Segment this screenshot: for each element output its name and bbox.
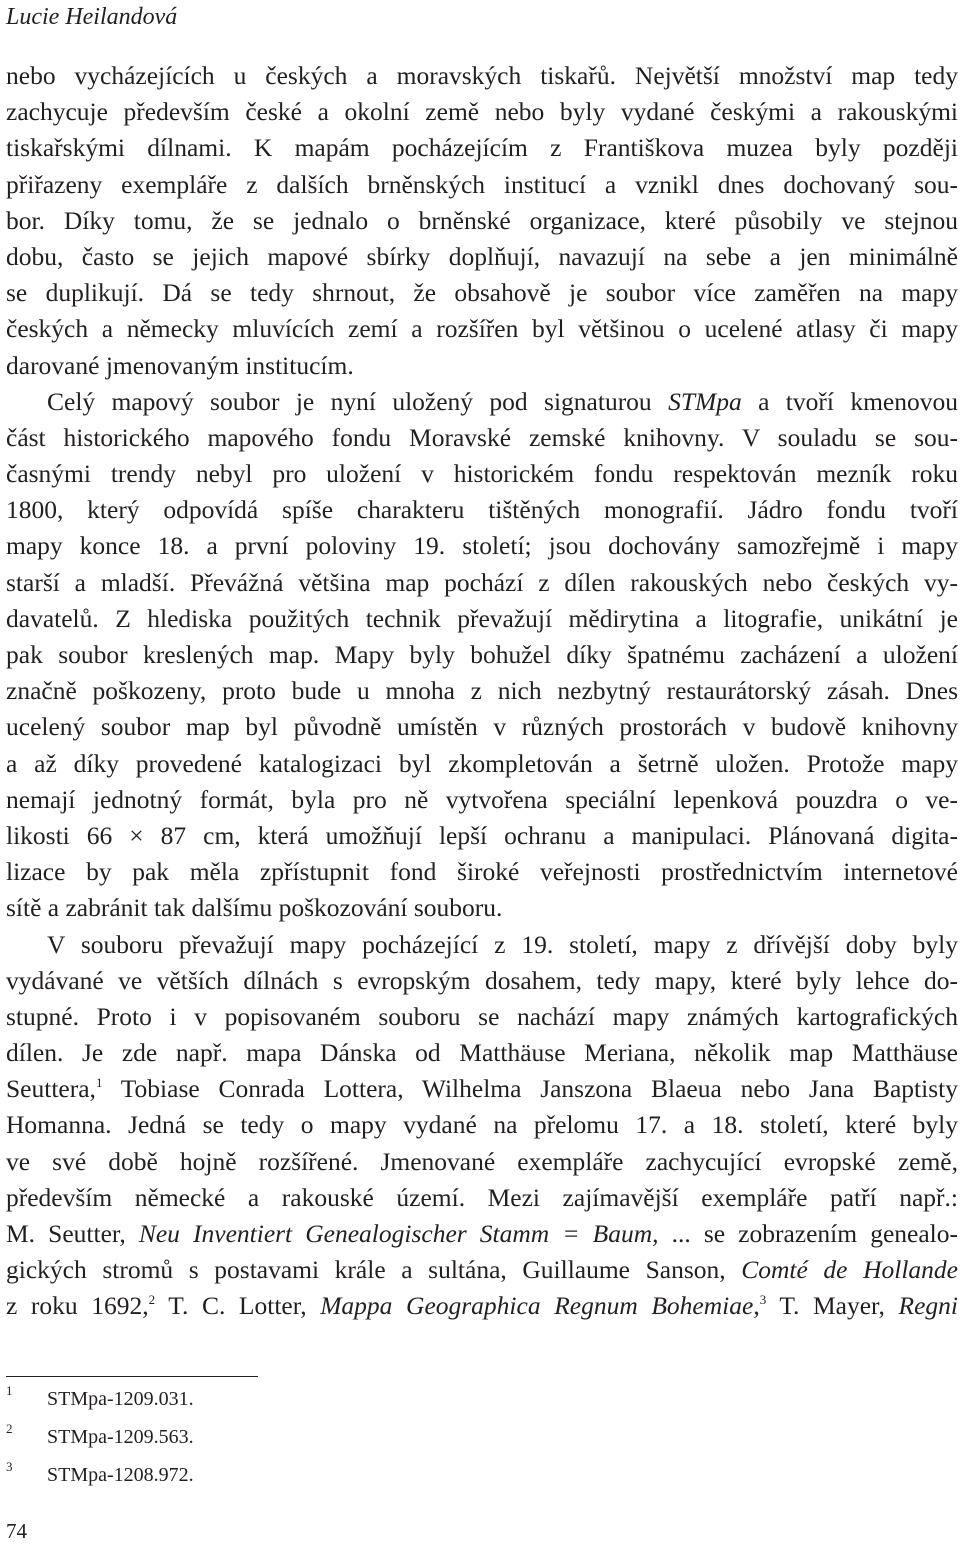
text-line: V souboru převažují mapy pocházející z 19. století, mapy z dřívější doby byly xyxy=(47,929,958,959)
text-line: tiskařskými dílnami. K mapám pocházejícím z Františkova muzea byly později xyxy=(6,133,958,163)
text-line: časnými trendy nebyl pro uložení v historickém fondu respektován mezník roku xyxy=(6,459,958,489)
page-number: 74 xyxy=(6,1519,27,1543)
italic-text: Neu Inventiert Genealogischer Stamm = Baum, xyxy=(138,1219,659,1248)
text-line: ucelený soubor map byl původně umístěn v různých prostorách v budově knihovny xyxy=(6,712,958,742)
text-segment: Tobiase Conrada Lottera, Wilhelma Janszona Blaeua nebo Jana Baptisty xyxy=(102,1074,958,1104)
text-segment: Celý mapový soubor je nyní uložený pod signaturou xyxy=(47,386,669,416)
text-line: likosti 66 × 87 cm, která umožňují lepší ochranu a manipulaci. Plánovaná digita- xyxy=(6,820,958,850)
text-line xyxy=(6,1071,958,1107)
text-line xyxy=(6,1288,958,1324)
text-line: bor. Díky tomu, že se jednalo o brněnské organizace, které působily ve stejnou xyxy=(6,205,958,235)
text-line: ve své době hojně rozšířené. Jmenované exempláře zachycující evropské země, xyxy=(6,1146,958,1176)
footnote-number: 3 xyxy=(6,1459,13,1474)
text-line: 1800, který odpovídá spíše charakteru tištěných monografií. Jádro fondu tvoří xyxy=(6,495,958,525)
text-line: českých a německy mluvících zemí a rozšířen byl většinou o ucelené atlasy či mapy xyxy=(6,314,958,344)
text-line: dobu, často se jejich mapové sbírky doplňují, navazují na sebe a jen minimálně xyxy=(6,241,958,271)
text-line: především německé a rakouské území. Mezi zajímavější exempláře patří např.: xyxy=(6,1182,958,1212)
text-line: pak soubor kreslených map. Mapy byly bohužel díky špatnému zacházení a uložení xyxy=(6,640,958,669)
text-line: a až díky provedené katalogizaci byl zkompletován a šetrně uložen. Protože mapy xyxy=(6,748,958,778)
text-segment: T. Mayer, xyxy=(766,1291,899,1321)
text-line: sítě a zabránit tak dalšímu poškozování souboru. xyxy=(6,893,503,923)
text-line: vydávané ve větších dílnách s evropským dosahem, tedy mapy, které byly lehce do- xyxy=(6,965,958,995)
text-line: stupné. Proto i v popisovaném souboru se nachází mapy známých kartografických xyxy=(6,1001,958,1031)
text-line: nemají jednotný formát, byla pro ně vytvořena speciální lepenková pouzdra o ve- xyxy=(6,784,958,814)
paragraph xyxy=(6,927,958,1325)
running-head: Lucie Heilandová xyxy=(6,4,178,30)
footnote-separator xyxy=(6,1376,258,1377)
footnote-text: STMpa-1209.563. xyxy=(47,1426,194,1448)
text-segment: gických stromů s postavami krále a sultána, Guillaume Sanson, xyxy=(6,1255,742,1285)
text-segment: M. Seutter, xyxy=(6,1219,139,1248)
text-segment: a tvoří kmenovou xyxy=(741,386,958,416)
text-line: nebo vycházejících u českých a moravských tiskařů. Největší množství map tedy xyxy=(6,61,958,90)
text-line: lizace by pak měla zpřístupnit fond široké veřejnosti prostřednictvím internetové xyxy=(6,857,958,887)
footnote xyxy=(6,1456,406,1494)
text-line xyxy=(6,1216,958,1252)
text-line: starší a mladší. Převážná většina map pochází z dílen rakouských nebo českých vy- xyxy=(6,567,958,597)
text-line xyxy=(6,1252,958,1288)
text-segment: ... se zobrazením genealo- xyxy=(658,1219,958,1248)
footnote-number: 2 xyxy=(6,1421,13,1436)
text-line: zachycuje především české a okolní země nebo byly vydané českými a rakouskými xyxy=(6,97,958,127)
text-segment: , xyxy=(753,1291,760,1321)
footnote-text: STMpa-1209.031. xyxy=(47,1388,194,1410)
footnote-reference: 3 xyxy=(759,1292,767,1308)
text-segment: T. C. Lotter, xyxy=(155,1291,321,1321)
text-line: mapy konce 18. a první poloviny 19. století; jsou dochovány samozřejmě i mapy xyxy=(6,531,958,561)
footnote-reference: 1 xyxy=(95,1075,103,1091)
italic-text: Comté de Hollande xyxy=(741,1255,958,1285)
text-line: Homanna. Jedná se tedy o mapy vydané na přelomu 17. a 18. století, které byly xyxy=(6,1110,958,1140)
text-line: přiřazeny exempláře z dalších brněnských institucí a vznikl dnes dochovaný sou- xyxy=(6,169,958,199)
text-segment: z roku 1692, xyxy=(6,1291,149,1321)
paragraph xyxy=(6,58,958,384)
text-line: část historického mapového fondu Moravské zemské knihovny. V souladu se sou- xyxy=(6,422,958,452)
italic-text: Mappa Geographica Regnum Bohemiae xyxy=(320,1291,754,1321)
body-text xyxy=(6,58,958,1325)
italic-text: Regni xyxy=(898,1291,958,1321)
italic-text: STMpa xyxy=(668,386,742,416)
footnotes xyxy=(6,1380,406,1494)
text-line xyxy=(6,384,958,420)
paragraph xyxy=(6,384,958,927)
text-line: darované jmenovaným institucím. xyxy=(6,350,354,380)
footnote xyxy=(6,1418,406,1456)
footnote-reference: 2 xyxy=(148,1292,156,1308)
footnote xyxy=(6,1380,406,1418)
text-line: značně poškozeny, proto bude u mnoha z nich nezbytný restaurátorský zásah. Dnes xyxy=(6,676,958,706)
text-segment: Seuttera, xyxy=(6,1074,96,1104)
footnote-text: STMpa-1208.972. xyxy=(47,1464,194,1486)
text-line: se duplikují. Dá se tedy shrnout, že obsahově je soubor více zaměřen na mapy xyxy=(6,278,958,308)
footnote-number: 1 xyxy=(6,1383,13,1398)
text-line: davatelů. Z hlediska použitých technik převažují mědirytina a litografie, unikátní je xyxy=(6,603,958,633)
text-line: dílen. Je zde např. mapa Dánska od Matthäuse Meriana, několik map Matthäuse xyxy=(6,1038,958,1068)
